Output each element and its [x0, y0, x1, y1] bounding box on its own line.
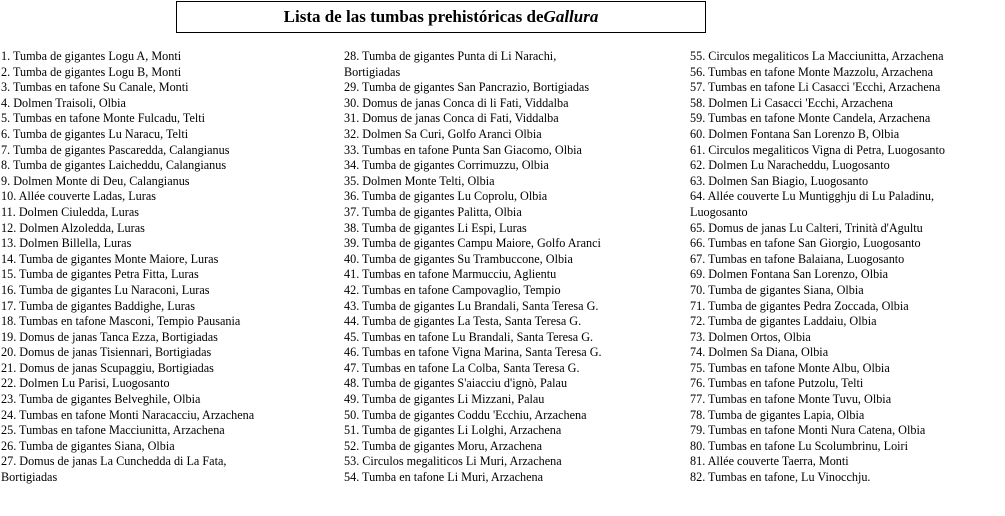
list-item: 37. Tumba de gigantes Palitta, Olbia: [344, 204, 522, 219]
list-item: 53. Circulos megaliticos Li Muri, Arzachena: [344, 454, 562, 469]
list-item: 82. Tumbas en tafone, Lu Vinocchju.: [690, 470, 871, 485]
list-item: 36. Tumba de gigantes Lu Coprolu, Olbia: [344, 189, 548, 204]
list-item: 57. Tumbas en tafone Li Casacci 'Ecchi, Arzachena: [690, 80, 941, 95]
list-item: 60. Dolmen Fontana San Lorenzo B, Olbia: [690, 126, 900, 141]
list-item: 33. Tumbas en tafone Punta San Giacomo, Olbia: [344, 142, 582, 157]
list-item: 59. Tumbas en tafone Monte Candela, Arzachena: [690, 111, 931, 126]
list-item: 9. Dolmen Monte di Deu, Calangianus: [1, 173, 190, 188]
list-item: Bortigiadas: [1, 470, 58, 485]
column-1: [1, 49, 331, 486]
list-item: 63. Dolmen San Biagio, Luogosanto: [690, 173, 869, 188]
list-item: 65. Domus de janas Lu Calteri, Trinità d'Agultu: [690, 220, 923, 235]
list-item: 72. Tumba de gigantes Laddaiu, Olbia: [690, 314, 877, 329]
list-item: 56. Tumbas en tafone Monte Mazzolu, Arzachena: [690, 64, 934, 79]
list-item: 46. Tumbas en tafone Vigna Marina, Santa Teresa G.: [344, 345, 602, 360]
list-item: 34. Tumba de gigantes Corrimuzzu, Olbia: [344, 158, 549, 173]
list-item: 61. Circulos megaliticos Vigna di Petra, Luogosanto: [690, 142, 945, 157]
list-item: 8. Tumba de gigantes Laicheddu, Calangianus: [1, 158, 227, 173]
list-item: 70. Tumba de gigantes Siana, Olbia: [690, 282, 864, 297]
list-item: 22. Dolmen Lu Parisi, Luogosanto: [1, 376, 170, 391]
list-item: 45. Tumbas en tafone Lu Brandali, Santa Teresa G.: [344, 329, 594, 344]
list-item: 49. Tumba de gigantes Li Mizzani, Palau: [344, 392, 545, 407]
page-title-emphasis: Gallura: [543, 7, 599, 26]
list-item: 26. Tumba de gigantes Siana, Olbia: [1, 438, 175, 453]
list-item: 18. Tumbas en tafone Masconi, Tempio Pausania: [1, 314, 241, 329]
page-title-text: Lista de las tumbas prehistóricas de: [283, 7, 544, 26]
list-item: 11. Dolmen Ciuledda, Luras: [1, 204, 139, 219]
list-item: 43. Tumba de gigantes Lu Brandali, Santa Teresa G.: [344, 298, 599, 313]
list-item: 19. Domus de janas Tanca Ezza, Bortigiadas: [1, 329, 218, 344]
list-item: 10. Allée couverte Ladas, Luras: [1, 189, 156, 204]
list-item: 79. Tumbas en tafone Monti Nura Catena, Olbia: [690, 423, 926, 438]
list-item: 41. Tumbas en tafone Marmucciu, Aglientu: [344, 267, 557, 282]
list-item: 2. Tumba de gigantes Logu B, Monti: [1, 64, 182, 79]
list-item: 80. Tumbas en tafone Lu Scolumbrinu, Loiri: [690, 438, 909, 453]
list-item: 42. Tumbas en tafone Campovaglio, Tempio: [344, 282, 561, 297]
list-item: 75. Tumbas en tafone Monte Albu, Olbia: [690, 360, 890, 375]
list-item: 30. Domus de janas Conca di li Fati, Viddalba: [344, 95, 569, 110]
list-item: 17. Tumba de gigantes Baddighe, Luras: [1, 298, 195, 313]
list-item: 54. Tumba en tafone Li Muri, Arzachena: [344, 470, 544, 485]
list-item: 76. Tumbas en tafone Putzolu, Telti: [690, 376, 864, 391]
list-item: 4. Dolmen Traisoli, Olbia: [1, 95, 126, 110]
list-item: 7. Tumba de gigantes Pascaredda, Calangianus: [1, 142, 230, 157]
list-item: 44. Tumba de gigantes La Testa, Santa Teresa G.: [344, 314, 582, 329]
list-item: 78. Tumba de gigantes Lapia, Olbia: [690, 407, 865, 422]
list-item: 20. Domus de janas Tisiennari, Bortigiadas: [1, 345, 212, 360]
list-item: 13. Dolmen Billella, Luras: [1, 236, 132, 251]
column-3: [690, 49, 1002, 486]
list-item: 1. Tumba de gigantes Logu A, Monti: [1, 49, 182, 63]
list-item: 25. Tumbas en tafone Macciunitta, Arzachena: [1, 423, 225, 438]
list-item: 3. Tumbas en tafone Su Canale, Monti: [1, 80, 189, 95]
list-item: 77. Tumbas en tafone Monte Tuvu, Olbia: [690, 392, 892, 407]
list-item: 50. Tumba de gigantes Coddu 'Ecchiu, Arzachena: [344, 407, 587, 422]
list-item: 31. Domus de janas Conca di Fati, Viddalba: [344, 111, 559, 126]
list-item: 69. Dolmen Fontana San Lorenzo, Olbia: [690, 267, 889, 282]
list-item: 66. Tumbas en tafone San Giorgio, Luogosanto: [690, 236, 921, 251]
list-item: Bortigiadas: [344, 64, 401, 79]
list-item: 28. Tumba de gigantes Punta di Li Narachi,: [344, 49, 557, 63]
list-item: 23. Tumba de gigantes Belveghile, Olbia: [1, 392, 201, 407]
list-item: 32. Dolmen Sa Curi, Golfo Aranci Olbia: [344, 126, 542, 141]
list-item: 39. Tumba de gigantes Campu Maiore, Golfo Aranci: [344, 236, 601, 251]
list-item: 21. Domus de janas Scupaggiu, Bortigiadas: [1, 360, 214, 375]
list-item: 40. Tumba de gigantes Su Trambuccone, Olbia: [344, 251, 573, 266]
list-item: 73. Dolmen Ortos, Olbia: [690, 329, 811, 344]
list-item: 35. Dolmen Monte Telti, Olbia: [344, 173, 495, 188]
list-item: 51. Tumba de gigantes Li Lolghi, Arzachena: [344, 423, 562, 438]
list-item: 52. Tumba de gigantes Moru, Arzachena: [344, 438, 543, 453]
list-item: 16. Tumba de gigantes Lu Naraconi, Luras: [1, 282, 210, 297]
page-title: [176, 1, 706, 33]
column-2: [344, 49, 674, 486]
list-item: 29. Tumba de gigantes San Pancrazio, Bortigiadas: [344, 80, 590, 95]
list-item: 5. Tumbas en tafone Monte Fulcadu, Telti: [1, 111, 206, 126]
list-item: 64. Allée couverte Lu Muntigghju di Lu Paladinu,: [690, 189, 935, 204]
list-item: 74. Dolmen Sa Diana, Olbia: [690, 345, 829, 360]
list-item: 81. Allée couverte Taerra, Monti: [690, 454, 849, 469]
list-item: 6. Tumba de gigantes Lu Naracu, Telti: [1, 126, 189, 141]
list-item: 48. Tumba de gigantes S'aiacciu d'ignò, Palau: [344, 376, 568, 391]
list-item: 14. Tumba de gigantes Monte Maiore, Luras: [1, 251, 219, 266]
list-item: Luogosanto: [690, 204, 748, 219]
list-item: 12. Dolmen Alzoledda, Luras: [1, 220, 145, 235]
list-item: 15. Tumba de gigantes Petra Fitta, Luras: [1, 267, 199, 282]
list-item: 47. Tumbas en tafone La Colba, Santa Teresa G.: [344, 360, 580, 375]
list-item: 62. Dolmen Lu Naracheddu, Luogosanto: [690, 158, 890, 173]
list-item: 67. Tumbas en tafone Balaiana, Luogosanto: [690, 251, 905, 266]
list-item: 27. Domus de janas La Cunchedda di La Fata,: [1, 454, 227, 469]
list-item: 58. Dolmen Li Casacci 'Ecchi, Arzachena: [690, 95, 893, 110]
list-item: 71. Tumba de gigantes Pedra Zoccada, Olbia: [690, 298, 909, 313]
list-item: 38. Tumba de gigantes Li Espi, Luras: [344, 220, 527, 235]
list-item: 55. Circulos megaliticos La Macciunitta, Arzachena: [690, 49, 944, 63]
list-item: 24. Tumbas en tafone Monti Naracacciu, Arzachena: [1, 407, 255, 422]
